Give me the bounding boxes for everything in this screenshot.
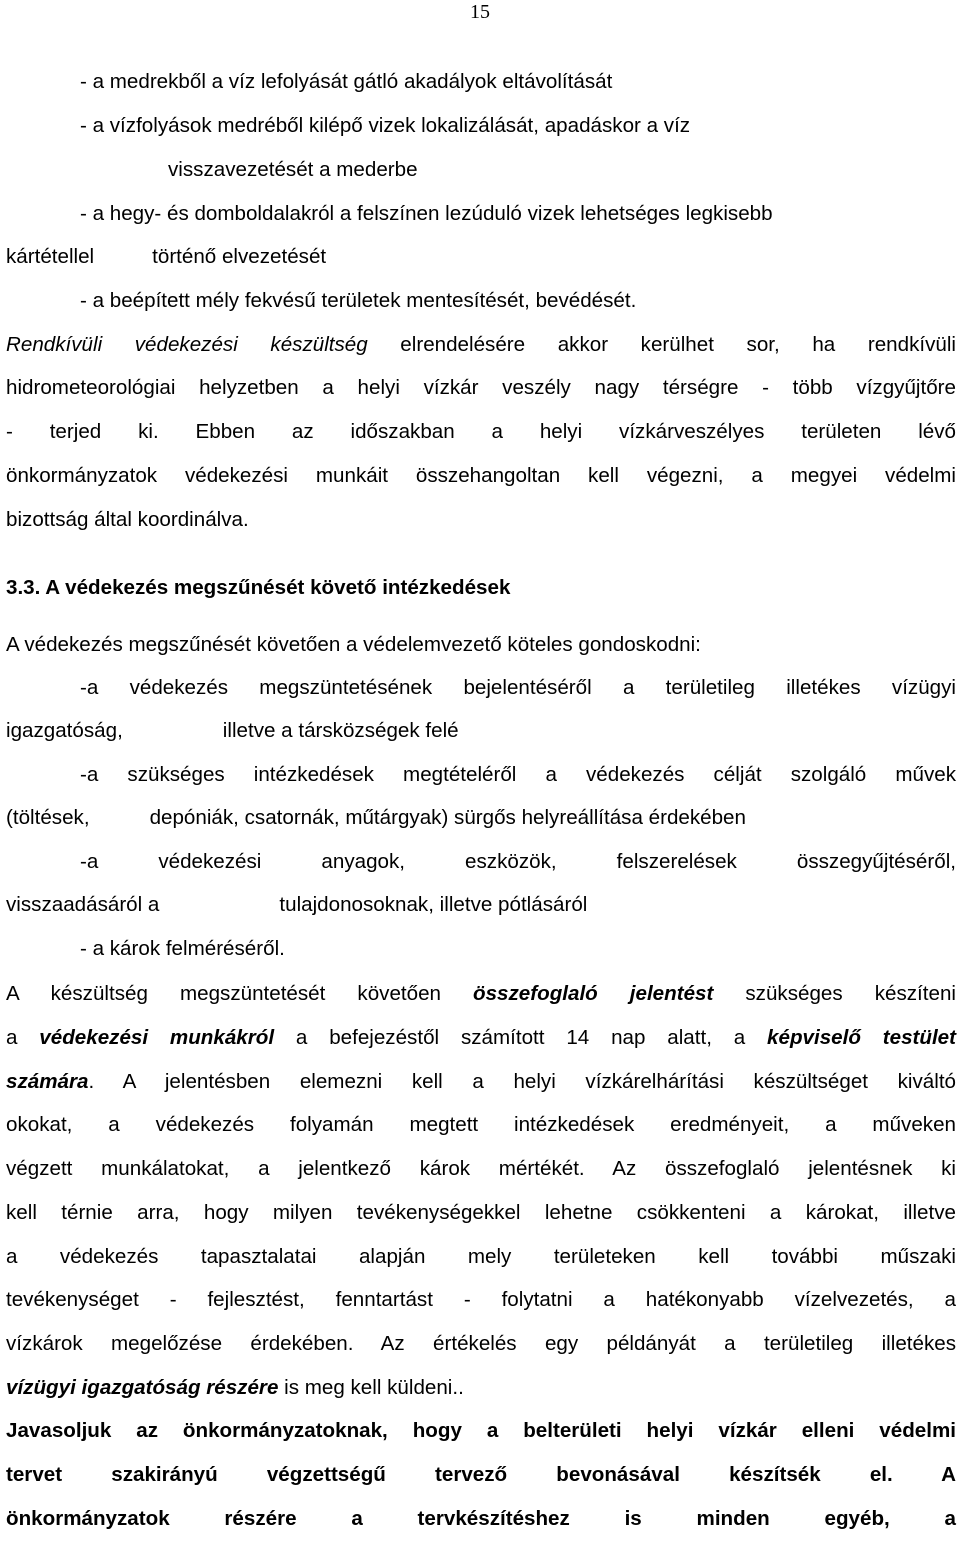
paragraph-line: kell térnie arra, hogy milyen tevékenységekkel lehetne csökkenteni a károkat, illetve bbox=[6, 1201, 956, 1224]
list-item: - a vízfolyások medréből kilépő vizek lokalizálását, apadáskor a víz bbox=[80, 114, 691, 137]
paragraph-line: tevékenységet - fejlesztést, fenntartást - folytatni a hatékonyabb vízelvezetés, a bbox=[6, 1288, 956, 1311]
list-item: -a védekezés megszüntetésének bejelentéséről a területileg illetékes vízügyi bbox=[80, 676, 956, 699]
text-span: (töltések, bbox=[6, 806, 90, 829]
paragraph-line: vízkárok megelőzése érdekében. Az értékelés egy példányát a területileg illetékes bbox=[6, 1332, 956, 1355]
paragraph-line: - terjed ki. Ebben az időszakban a helyi vízkárveszélyes területen lévő bbox=[6, 420, 956, 443]
list-item-continuation bbox=[6, 716, 956, 746]
paragraph-line: bizottság által koordinálva. bbox=[6, 508, 249, 531]
list-item-continuation bbox=[6, 803, 956, 833]
text-span: visszaadásáról a bbox=[6, 893, 160, 916]
list-item: - a medrekből a víz lefolyását gátló akadályok eltávolítását bbox=[80, 70, 613, 93]
paragraph-line: a védekezés tapasztalatai alapján mely területeken kell további műszaki bbox=[6, 1245, 956, 1268]
paragraph-line: végzett munkálatokat, a jelentkező károk mértékét. Az összefoglaló jelentésnek ki bbox=[6, 1157, 956, 1180]
list-item-continuation: visszavezetését a mederbe bbox=[168, 158, 418, 181]
text-span: kártétellel bbox=[6, 245, 95, 268]
paragraph-line: Javasoljuk az önkormányzatoknak, hogy a belterületi helyi vízkár elleni védelmi bbox=[6, 1419, 956, 1442]
paragraph-line bbox=[6, 1067, 956, 1097]
emphasis-text: Rendkívüli védekezési készültség bbox=[6, 333, 368, 356]
text-span: tulajdonosoknak, illetve pótlásáról bbox=[279, 893, 588, 916]
list-item-continuation bbox=[6, 890, 956, 920]
paragraph-line bbox=[6, 330, 956, 360]
paragraph-line: önkormányzatok részére a tervkészítéshez is minden egyéb, a bbox=[6, 1507, 956, 1530]
text-span: a bbox=[6, 1026, 40, 1049]
text-span: illetve a társközségek felé bbox=[222, 719, 459, 742]
text-span: történő elvezetését bbox=[152, 245, 327, 268]
text-span: . A jelentésben elemezni kell a helyi vízkárelhárítási készültséget kiváltó bbox=[88, 1070, 956, 1093]
paragraph-line: hidrometeorológiai helyzetben a helyi vízkár veszély nagy térségre - több vízgyűjtőre bbox=[6, 376, 956, 399]
list-item-continuation bbox=[6, 242, 956, 272]
list-item: -a védekezési anyagok, eszközök, felszerelések összegyűjtéséről, bbox=[80, 850, 956, 873]
page-number: 15 bbox=[470, 1, 490, 23]
paragraph-line: okokat, a védekezés folyamán megtett intézkedések eredményeit, a műveken bbox=[6, 1113, 956, 1136]
list-item: - a beépített mély fekvésű területek mentesítését, bevédését. bbox=[80, 289, 637, 312]
paragraph-line bbox=[6, 1373, 956, 1403]
emphasis-text: számára bbox=[6, 1070, 89, 1093]
section-heading: 3.3. A védekezés megszűnését követő intézkedések bbox=[6, 576, 511, 599]
emphasis-text: összefoglaló jelentést bbox=[473, 982, 714, 1005]
text-span: igazgatóság, bbox=[6, 719, 123, 742]
paragraph-line: A védekezés megszűnését követően a védelemvezető köteles gondoskodni: bbox=[6, 633, 701, 656]
text-span: depóniák, csatornák, műtárgyak) sürgős helyreállítása érdekében bbox=[149, 806, 746, 829]
paragraph-line: önkormányzatok védekezési munkáit összehangoltan kell végezni, a megyei védelmi bbox=[6, 464, 956, 487]
text-span: A készültség megszüntetését követően bbox=[6, 982, 474, 1005]
list-item: - a károk felméréséről. bbox=[80, 937, 285, 960]
emphasis-text: védekezési munkákról bbox=[39, 1026, 275, 1049]
text-span: is meg kell küldeni.. bbox=[278, 1376, 464, 1399]
text-span: a befejezéstől számított 14 nap alatt, a bbox=[274, 1026, 768, 1049]
list-item: - a hegy- és domboldalakról a felszínen lezúduló vizek lehetséges legkisebb bbox=[80, 202, 773, 225]
text-span: szükséges készíteni bbox=[713, 982, 956, 1005]
paragraph-line: tervet szakirányú végzettségű tervező bevonásával készítsék el. A bbox=[6, 1463, 956, 1486]
emphasis-text: képviselő testület bbox=[767, 1026, 956, 1049]
text-span: elrendelésére akkor kerülhet sor, ha rendkívüli bbox=[367, 333, 957, 356]
paragraph-line bbox=[6, 1023, 956, 1053]
list-item: -a szükséges intézkedések megtételéről a védekezés célját szolgáló művek bbox=[80, 763, 956, 786]
paragraph-line bbox=[6, 979, 956, 1009]
emphasis-text: vízügyi igazgatóság részére bbox=[6, 1376, 279, 1399]
